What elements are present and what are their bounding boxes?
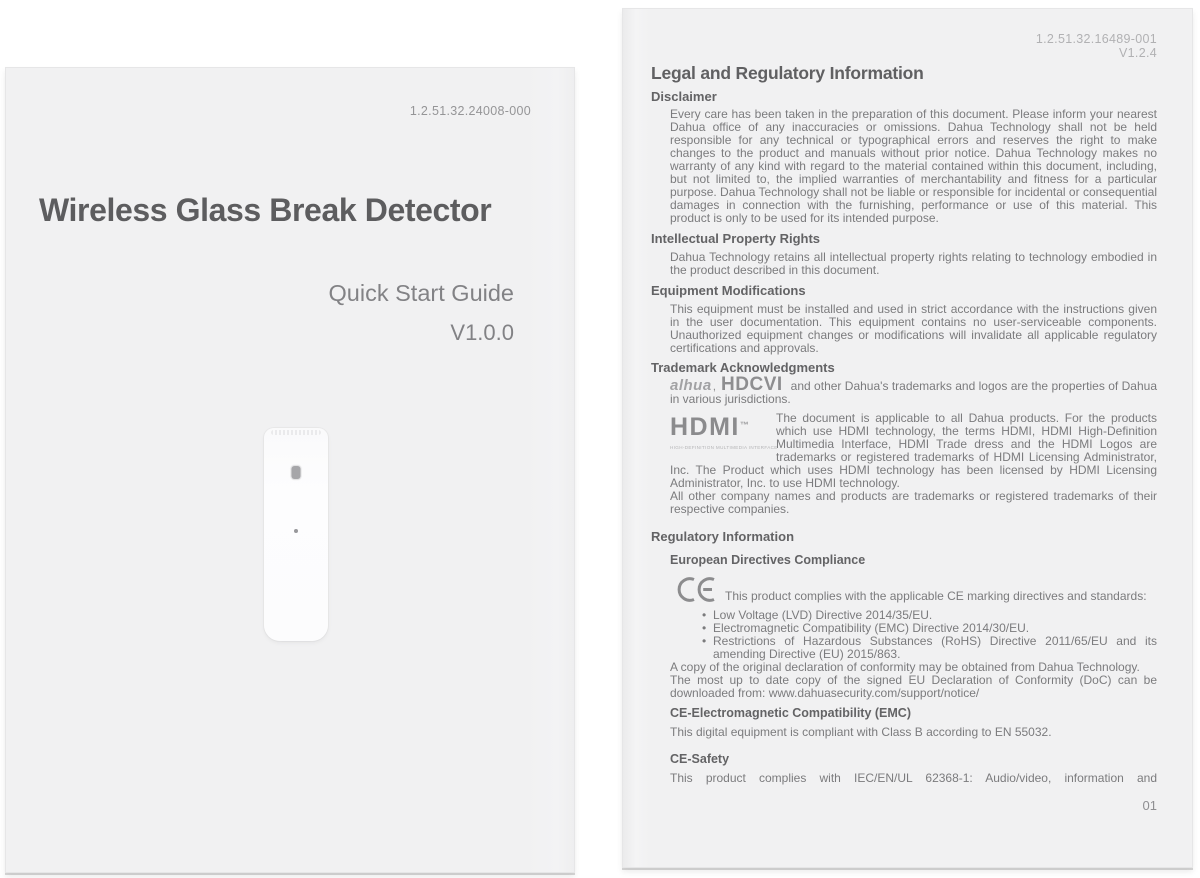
doc-download-paragraph: The most up to date copy of the signed EU Declaration of Conformity (DoC) can be downloaded from: www.dahuasecurity.com/support/notice/ [670,673,1157,700]
trademark-logo-text: and other Dahua's trademarks and logos are the properties of Dahua in various jurisdictions. [670,379,1157,406]
ce-safety-body: This product complies with IEC/EN/UL 62368-1: Audio/video, information and [670,771,1157,785]
trademark-others-body: All other company names and products are trademarks or registered trademarks of their respective companies. [670,489,1157,516]
ce-mark-icon [670,575,716,604]
eu-directives-heading: European Directives Compliance [670,553,866,567]
directives-list [713,609,1157,661]
legal-page [622,8,1193,868]
ce-emc-heading: CE-Electromagnetic Compatibility (EMC) [670,706,911,720]
device-logo-mark [292,466,301,479]
legal-heading: Legal and Regulatory Information [651,63,924,83]
ce-intro-text: This product complies with the applicable CE marking directives and standards: [725,589,1147,603]
disclaimer-body: Every care has been taken in the preparation of this document. Please inform your nearest Dahua office of any inaccuracies or omissions. Dahua Technology shall not be held responsible for any technical or typographical errors and reserves the right to make changes to the product and manuals without prior notice. Dahua Technology makes no warranty of any kind with regard to the material contained within this document, including, but not limited to, the implied warranties of merchantability and fitness for a particular purpose. Dahua Technology shall not be liable or responsible for incidental or consequential damages in connection with the furnishing, performance or use of this material. This product is only to be used for its intended purpose. [670,107,1157,225]
device-image [264,428,328,641]
device-grille [271,430,321,435]
page-title: Wireless Glass Break Detector [39,192,492,228]
directive-item: • Low Voltage (LVD) Directive 2014/35/EU. [713,609,1157,622]
hdmi-tm-symbol: ™ [739,420,749,430]
hdmi-logo [670,413,778,452]
cover-subtitle: Quick Start Guide [328,280,514,306]
page-number: 01 [1142,798,1157,813]
legal-doc-number-line: 1.2.51.32.16489-001 [1035,32,1157,46]
ipr-heading: Intellectual Property Rights [651,231,821,246]
disclaimer-heading: Disclaimer [651,89,717,104]
hdcvi-logo: HDCVI [721,374,783,395]
cover-doc-number: 1.2.51.32.24008-000 [409,104,531,118]
dahua-logo: alhua [670,377,712,394]
cover-page [5,67,575,873]
equipment-modifications-body: This equipment must be installed and used in strict accordance with the instructions given in the user documentation. This equipment contains no user-serviceable components. Unauthorized equipment changes or modifications will invalidate all applicable regulatory certifications and approvals. [670,302,1157,355]
hdmi-body-text: The document is applicable to all Dahua products. For the products which use HDMI technology, the terms HDMI, HDMI High-Definition Multimedia Interface, HDMI Trade dress and the HDMI Logos are trademarks or registered trademarks of HDMI Licensing Administrator, Inc. The Product which uses HDMI technology has been licensed by HDMI Licensing Administrator, Inc. to use HDMI technology. [670,411,1157,490]
hdmi-logo-word [670,413,749,441]
directive-item: • Electromagnetic Compatibility (EMC) Directive 2014/30/EU. [713,622,1157,635]
ce-safety-heading: CE-Safety [670,752,730,766]
ce-intro-row [670,575,1157,604]
doc-copy-paragraph: A copy of the original declaration of conformity may be obtained from Dahua Technology. [670,660,1140,674]
hdmi-logo-letters: HDMI [670,413,740,441]
cover-version: V1.0.0 [450,320,514,345]
legal-doc-number [651,32,1157,60]
legal-doc-version: V1.2.4 [1119,46,1157,60]
trademark-logo-paragraph [670,374,1157,406]
hdmi-paragraph [670,412,1157,490]
legal-page-content [651,9,1157,813]
logo-separator: , [712,379,717,393]
ipr-body: Dahua Technology retains all intellectual property rights relating to technology embodied in the product described in this document. [670,250,1157,277]
directive-item: • Restrictions of Hazardous Substances (RoHS) Directive 2011/65/EU and its amending Directive (EU) 2015/863. [713,635,1157,661]
hdmi-logo-subtext: HIGH-DEFINITION MULTIMEDIA INTERFACE [670,445,778,450]
regulatory-heading: Regulatory Information [651,529,795,544]
device-led-dot [294,529,298,533]
ce-emc-body: This digital equipment is compliant with Class B according to EN 55032. [670,725,1052,739]
equipment-modifications-heading: Equipment Modifications [651,283,806,298]
trademark-heading: Trademark Acknowledgments [651,360,835,375]
